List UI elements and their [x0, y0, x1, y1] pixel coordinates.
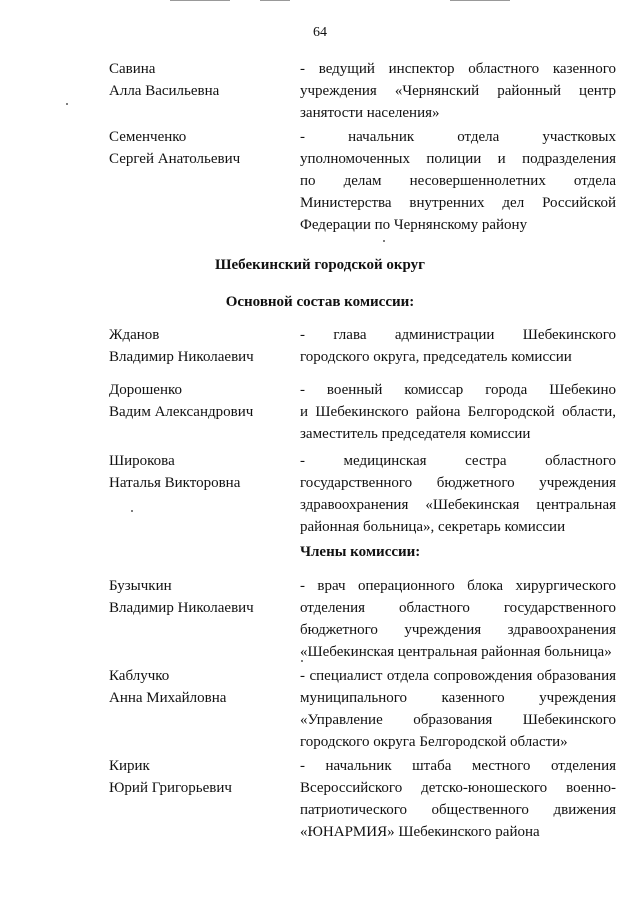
- position-line: - ведущий инспектор областного казенного: [300, 61, 616, 77]
- member-position: [300, 665, 616, 753]
- member-given-name: Вадим Александрович: [109, 404, 254, 420]
- member-given-name: Владимир Николаевич: [109, 600, 254, 616]
- member-name: [109, 665, 289, 709]
- position-line: городского округа, председатель комиссии: [300, 349, 572, 365]
- position-line: бюджетного учреждения здравоохранения: [300, 622, 616, 638]
- scan-edge-mark: [260, 0, 290, 1]
- position-line: государственного бюджетного учреждения: [300, 475, 616, 491]
- member-name: [109, 755, 289, 799]
- position-line: Всероссийского детско-юношеского военно-: [300, 780, 616, 796]
- scan-speck: [383, 240, 385, 242]
- position-line: учреждения «Чернянский районный центр: [300, 83, 616, 99]
- member-surname: Семенченко: [109, 129, 187, 145]
- position-line: муниципального казенного учреждения: [300, 690, 616, 706]
- position-line: - глава администрации Шебекинского: [300, 327, 616, 343]
- member-given-name: Анна Михайловна: [109, 690, 227, 706]
- scan-speck: [66, 103, 68, 105]
- member-surname: Широкова: [109, 453, 175, 469]
- member-position: [300, 575, 616, 663]
- member-name: [109, 450, 289, 494]
- member-given-name: Владимир Николаевич: [109, 349, 254, 365]
- position-line: здравоохранения «Шебекинская центральная: [300, 497, 616, 513]
- member-surname: Бузычкин: [109, 578, 172, 594]
- member-surname: Жданов: [109, 327, 160, 343]
- member-surname: Каблучко: [109, 668, 170, 684]
- member-name: [109, 575, 289, 619]
- position-line: «Шебекинская центральная районная больница»: [300, 644, 612, 660]
- member-name: [109, 58, 289, 102]
- position-line: районная больница», секретарь комиссии: [300, 519, 566, 535]
- position-line: патриотического общественного движения: [300, 802, 616, 818]
- position-line: «ЮНАРМИЯ» Шебекинского района: [300, 824, 540, 840]
- position-line: и Шебекинского района Белгородской области,: [300, 404, 616, 420]
- scan-edge-mark: [170, 0, 230, 1]
- position-line: - врач операционного блока хирургического: [300, 578, 616, 594]
- position-line: - специалист отдела сопровождения образования: [300, 668, 616, 684]
- member-name: [109, 126, 289, 170]
- members-heading: Члены комиссии:: [300, 544, 421, 560]
- member-position: [300, 379, 616, 445]
- member-name: [109, 324, 289, 368]
- position-line: заместитель председателя комиссии: [300, 426, 531, 442]
- member-surname: Кирик: [109, 758, 150, 774]
- position-line: - начальник отдела участковых: [300, 129, 616, 145]
- position-line: городского округа Белгородской области»: [300, 734, 568, 750]
- position-line: по делам несовершеннолетних отдела: [300, 173, 616, 189]
- position-line: Федерации по Чернянскому району: [300, 217, 528, 233]
- position-line: занятости населения»: [300, 105, 440, 121]
- member-given-name: Сергей Анатольевич: [109, 151, 241, 167]
- member-name: [109, 379, 289, 423]
- member-position: [300, 126, 616, 236]
- scan-edge-mark: [450, 0, 510, 1]
- position-line: - военный комиссар города Шебекино: [300, 382, 616, 398]
- member-position: [300, 450, 616, 538]
- member-given-name: Юрий Григорьевич: [109, 780, 232, 796]
- position-line: отделения областного государственного: [300, 600, 616, 616]
- position-line: Министерства внутренних дел Российской: [300, 195, 616, 211]
- position-line: - начальник штаба местного отделения: [300, 758, 616, 774]
- member-position: [300, 324, 616, 368]
- scan-speck: [131, 510, 133, 512]
- member-position: [300, 58, 616, 124]
- member-given-name: Наталья Викторовна: [109, 475, 241, 491]
- position-line: - медицинская сестра областного: [300, 453, 616, 469]
- position-line: «Управление образования Шебекинского: [300, 712, 616, 728]
- member-position: [300, 755, 616, 843]
- member-surname: Савина: [109, 61, 156, 77]
- district-heading: Шебекинский городской округ: [215, 257, 425, 273]
- member-given-name: Алла Васильевна: [109, 83, 220, 99]
- page-number: 64: [313, 25, 327, 40]
- main-composition-heading: Основной состав комиссии:: [225, 294, 415, 310]
- position-line: уполномоченных полиции и подразделения: [300, 151, 616, 167]
- member-surname: Дорошенко: [109, 382, 182, 398]
